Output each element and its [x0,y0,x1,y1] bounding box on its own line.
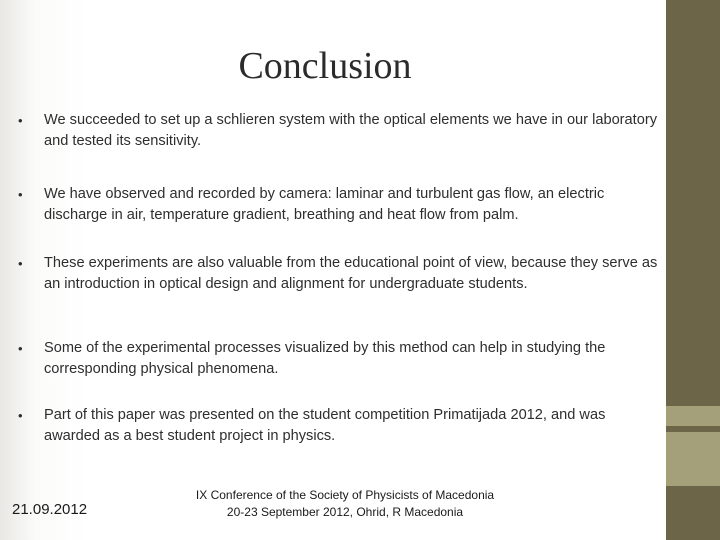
bullet-marker: • [18,113,23,128]
bullet-text: We have observed and recorded by camera: laminar and turbulent gas flow, an electric discharge in air, temperature gradient, breathing and heat flow from palm. [44,186,605,223]
slide-title: Conclusion [238,45,412,87]
bullet-item [18,253,658,295]
conference-name: IX Conference of the Society of Physicists of Macedonia [195,488,495,502]
bullet-item [18,184,658,226]
conference-dates-location: 20-23 September 2012, Ohrid, R Macedonia [226,505,464,519]
bullet-marker: • [18,256,23,271]
footer-conference [185,487,505,521]
decorative-stripe-small [666,406,720,426]
bullet-text: These experiments are also valuable from the educational point of view, because they serve as an introduction in optical design and alignment for undergraduate students. [44,255,658,292]
bullet-marker: • [18,187,23,202]
bullet-marker: • [18,408,23,423]
bullet-item [18,110,658,152]
bullet-text: We succeeded to set up a schlieren system with the optical elements we have in our laboratory and tested its sensitivity. [44,112,657,149]
bullet-text: Some of the experimental processes visualized by this method can help in studying the corresponding physical phenomena. [44,340,606,377]
bullet-item [18,405,658,447]
decorative-stripe-large [666,432,720,486]
bullet-text: Part of this paper was presented on the student competition Primatijada 2012, and was awarded as a best student project in physics. [44,407,606,444]
footer-date: 21.09.2012 [12,501,88,518]
bullet-item [18,338,658,380]
bullet-marker: • [18,341,23,356]
